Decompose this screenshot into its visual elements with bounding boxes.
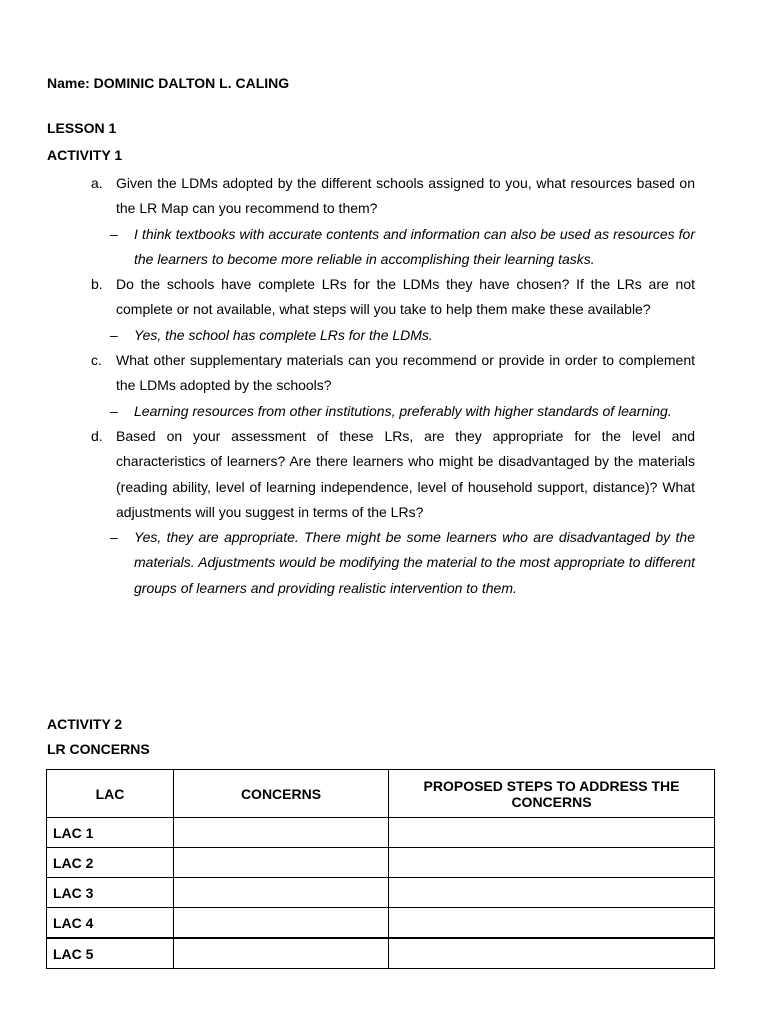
answer-dash: –	[110, 326, 118, 343]
lac-cell: LAC 1	[47, 818, 174, 848]
answer-text: Learning resources from other institutions, preferably with higher standards of learning.	[134, 402, 672, 419]
answer-text: I think textbooks with accurate contents and information can also be used as resources for the learners to become more reliable in accomplishing their learning tasks.	[134, 225, 695, 267]
lac-cell: LAC 3	[47, 878, 174, 908]
table-row	[47, 878, 715, 908]
question-marker: c.	[91, 352, 102, 369]
answer-item	[110, 222, 695, 273]
question-text: Do the schools have complete LRs for the LDMs they have chosen? If the LRs are not complete or not available, what steps will you take to help them make these available?	[116, 276, 695, 318]
lac-cell: LAC 5	[47, 938, 174, 969]
header-proposed-steps: PROPOSED STEPS TO ADDRESS THE CONCERNS	[389, 770, 715, 818]
answer-text: Yes, the school has complete LRs for the LDMs.	[134, 326, 433, 343]
table-row	[47, 938, 715, 969]
question-item	[91, 171, 695, 272]
concerns-cell[interactable]	[174, 878, 389, 908]
answer-text: Yes, they are appropriate. There might be some learners who are disadvantaged by the materials. Adjustments would be modifying the material to the most appropriate to different groups of learners and providing realistic intervention to them.	[134, 529, 695, 596]
lac-cell: LAC 2	[47, 848, 174, 878]
answer-item	[110, 525, 695, 601]
question-marker: b.	[91, 276, 103, 293]
activity2-title: ACTIVITY 2	[47, 716, 123, 732]
header-concerns: CONCERNS	[174, 770, 389, 818]
lr-concerns-title: LR CONCERNS	[47, 741, 150, 757]
concerns-cell[interactable]	[174, 908, 389, 939]
question-text: Based on your assessment of these LRs, are they appropriate for the level and characteristics of learners? Are there learners who might be disadvantaged by the materials (reading ability, level of learning independence, level of household support, distance)? What adjustments will you suggest in terms of the LRs?	[116, 427, 695, 520]
question-text: Given the LDMs adopted by the different schools assigned to you, what resources based on the LR Map can you recommend to them?	[116, 175, 695, 217]
answer-dash: –	[110, 225, 118, 242]
name-line: Name: DOMINIC DALTON L. CALING	[47, 75, 290, 91]
table-row	[47, 908, 715, 939]
activity1-title: ACTIVITY 1	[47, 147, 123, 163]
steps-cell[interactable]	[389, 818, 715, 848]
table-row	[47, 818, 715, 848]
question-text: What other supplementary materials can you recommend or provide in order to complement the LDMs adopted by the schools?	[116, 352, 695, 394]
answer-item	[110, 399, 695, 424]
steps-cell[interactable]	[389, 908, 715, 939]
question-item	[91, 272, 695, 348]
concerns-cell[interactable]	[174, 818, 389, 848]
table-row	[47, 848, 715, 878]
concerns-cell[interactable]	[174, 848, 389, 878]
lac-cell: LAC 4	[47, 908, 174, 939]
question-item	[91, 348, 695, 424]
answer-dash: –	[110, 402, 118, 419]
steps-cell[interactable]	[389, 878, 715, 908]
header-lac: LAC	[47, 770, 174, 818]
steps-cell[interactable]	[389, 848, 715, 878]
answer-dash: –	[110, 529, 118, 546]
concerns-cell[interactable]	[174, 938, 389, 969]
question-marker: d.	[91, 427, 103, 444]
lr-concerns-table	[46, 769, 715, 969]
activity1-question-list	[91, 171, 695, 601]
lesson-title: LESSON 1	[47, 120, 117, 136]
steps-cell[interactable]	[389, 938, 715, 969]
answer-item	[110, 323, 695, 348]
question-item	[91, 424, 695, 601]
question-marker: a.	[91, 175, 103, 191]
table-header-row	[47, 770, 715, 818]
